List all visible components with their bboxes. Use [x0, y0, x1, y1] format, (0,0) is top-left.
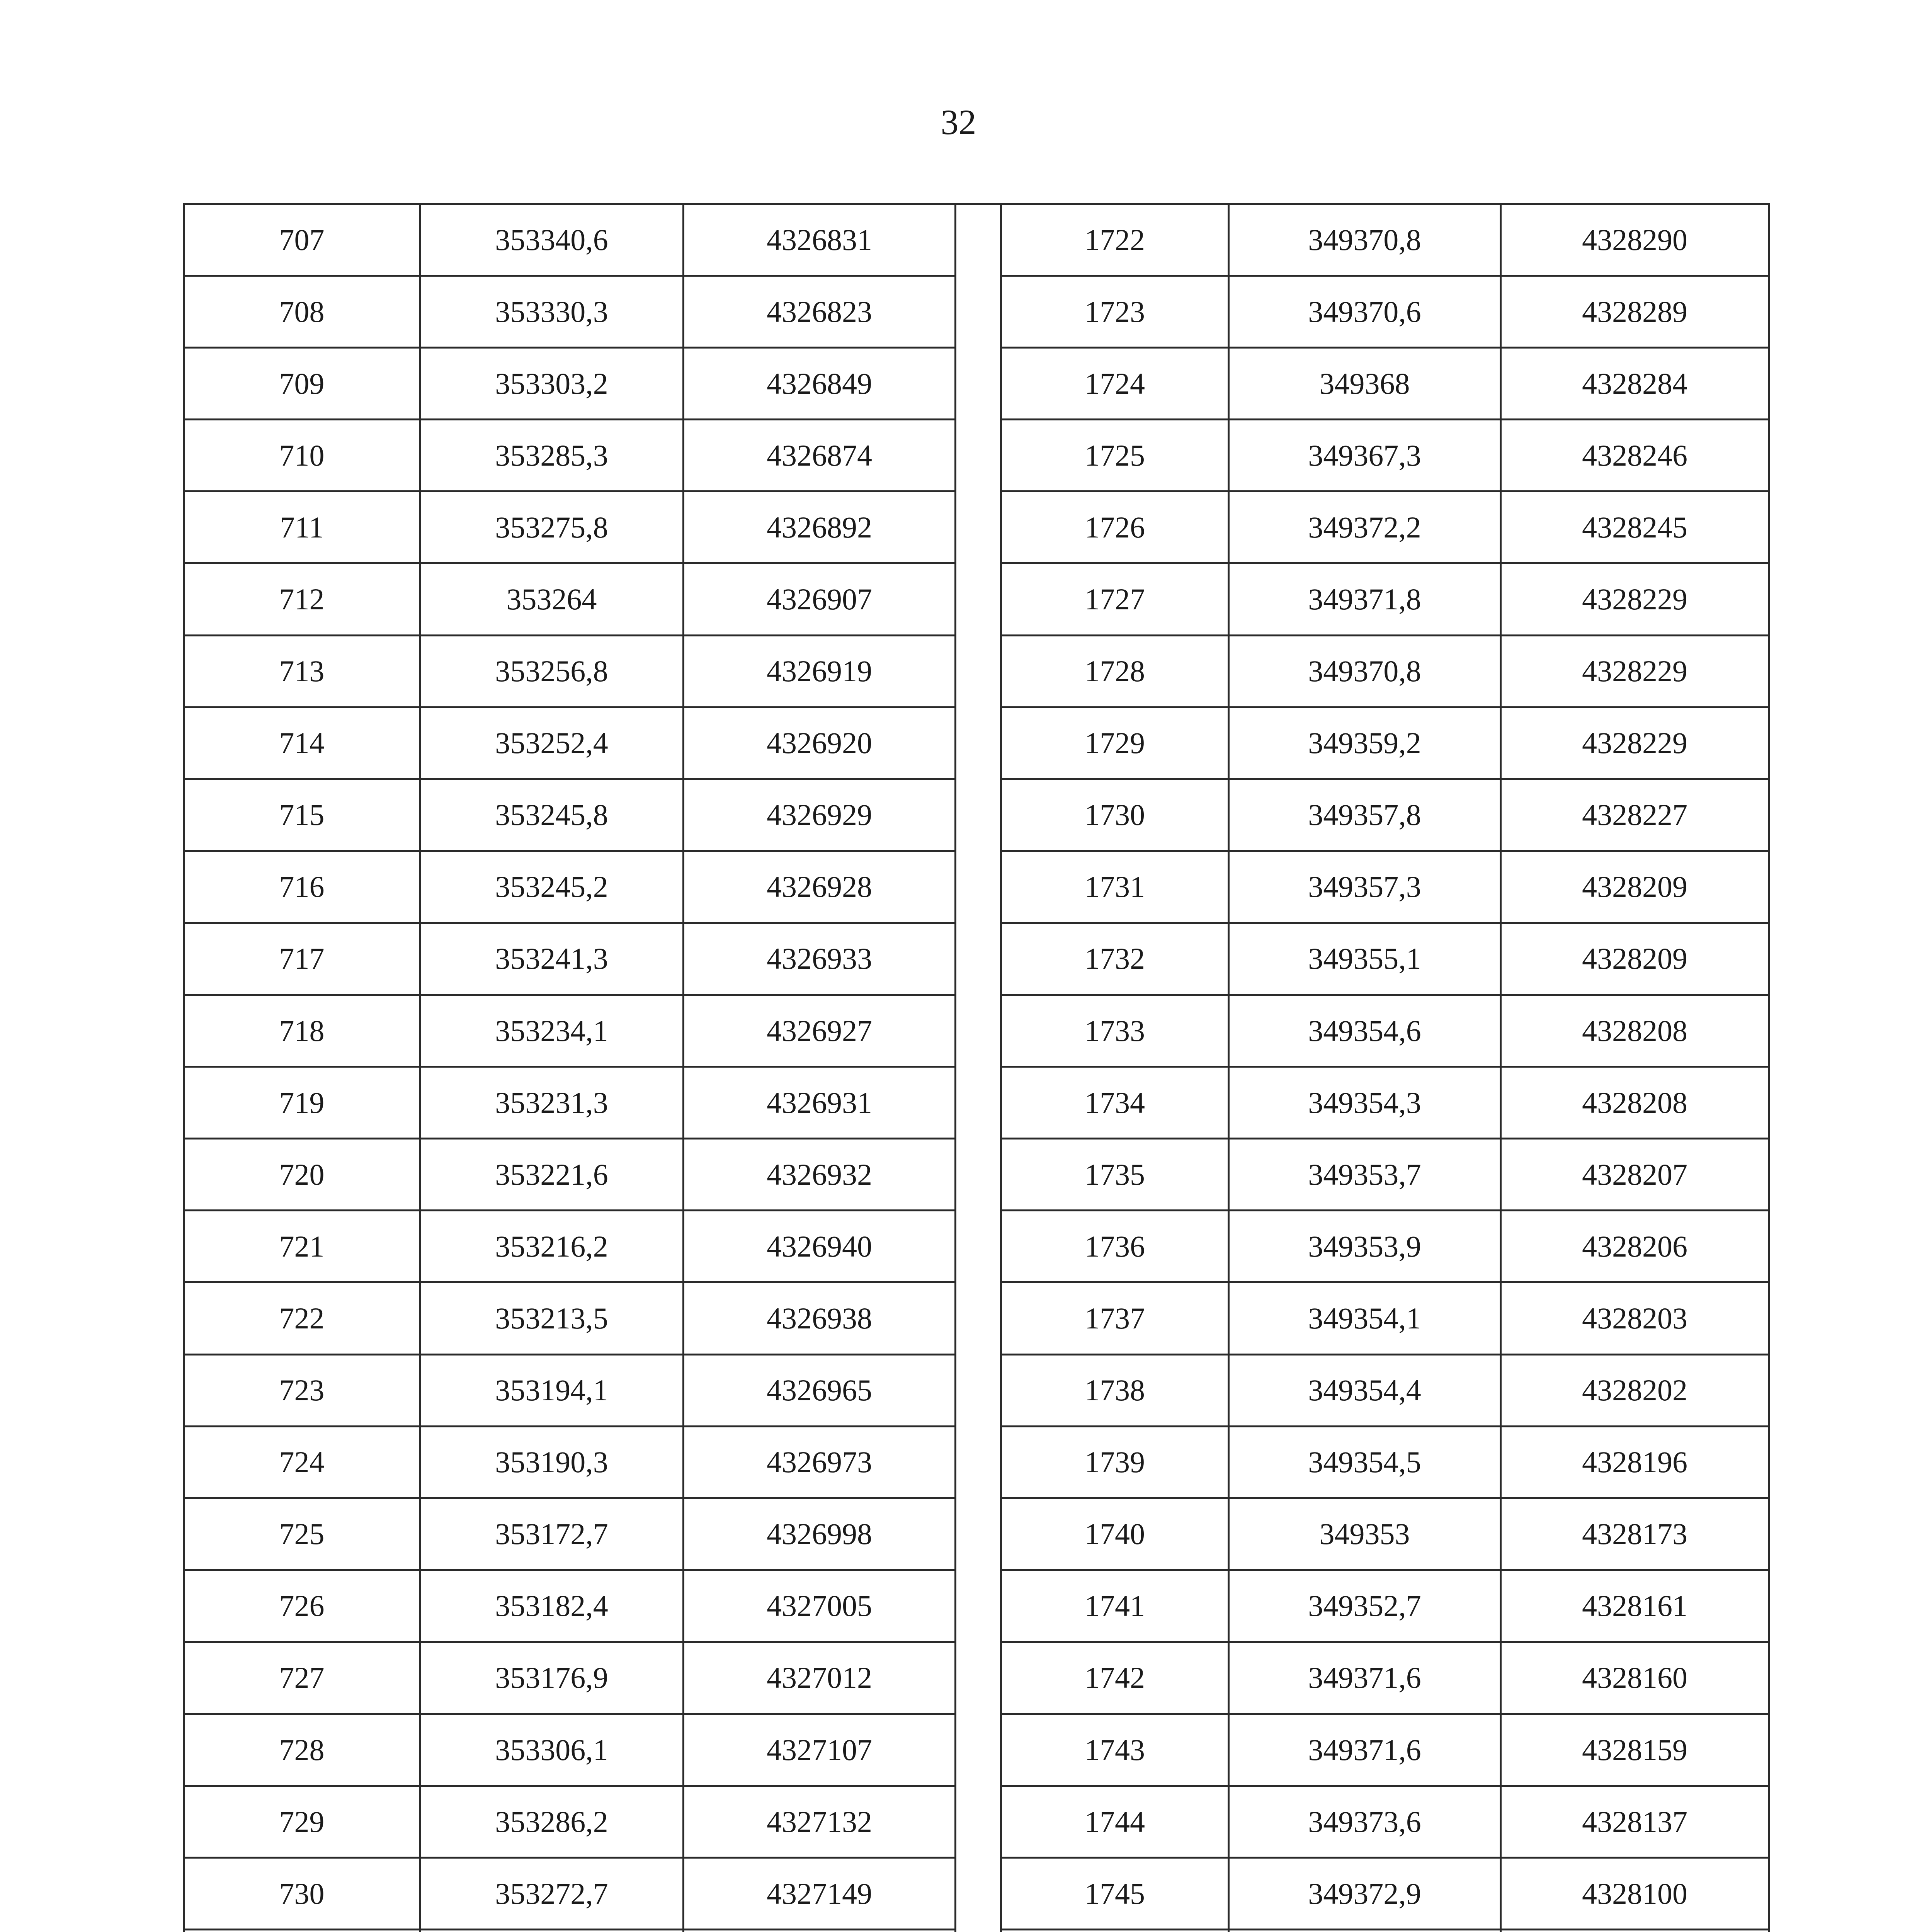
- right-x-coordinate-cell: 349368: [1229, 348, 1501, 420]
- coordinates-table-body: [184, 204, 1769, 1932]
- right-point-number-cell: 1742: [1001, 1642, 1229, 1714]
- left-x-coordinate-cell: 353245,2: [420, 851, 684, 923]
- left-point-number-cell: 709: [184, 348, 420, 420]
- right-x-coordinate-cell: 349357,8: [1229, 779, 1501, 851]
- column-gap: [956, 348, 1001, 420]
- table-row: [184, 204, 1769, 276]
- column-gap: [956, 563, 1001, 635]
- table-row: [184, 1211, 1769, 1282]
- right-x-coordinate-cell: 349372,2: [1229, 492, 1501, 563]
- right-x-coordinate-cell: 349370,6: [1229, 276, 1501, 348]
- left-point-number-cell: 716: [184, 851, 420, 923]
- right-y-coordinate-cell: 4328160: [1501, 1642, 1769, 1714]
- left-y-coordinate-cell: 4327149: [684, 1858, 956, 1930]
- right-x-coordinate-cell: 349359,2: [1229, 707, 1501, 779]
- table-row: [184, 1930, 1769, 1932]
- right-y-coordinate-cell: 4328229: [1501, 707, 1769, 779]
- right-y-coordinate-cell: 4328137: [1501, 1786, 1769, 1858]
- column-gap: [956, 995, 1001, 1067]
- right-y-coordinate-cell: [1501, 1930, 1769, 1932]
- table-row: [184, 851, 1769, 923]
- left-y-coordinate-cell: 4326823: [684, 276, 956, 348]
- left-point-number-cell: 717: [184, 923, 420, 995]
- right-x-coordinate-cell: 349354,1: [1229, 1282, 1501, 1354]
- column-gap: [956, 492, 1001, 563]
- left-x-coordinate-cell: 353231,3: [420, 1067, 684, 1139]
- table-row: [184, 348, 1769, 420]
- table-row: [184, 1139, 1769, 1211]
- table-row: [184, 276, 1769, 348]
- left-point-number-cell: 724: [184, 1426, 420, 1498]
- table-row: [184, 492, 1769, 563]
- right-point-number-cell: 1725: [1001, 420, 1229, 492]
- right-y-coordinate-cell: 4328161: [1501, 1570, 1769, 1642]
- right-point-number-cell: 1735: [1001, 1139, 1229, 1211]
- left-point-number-cell: 728: [184, 1714, 420, 1786]
- left-x-coordinate-cell: 353272,7: [420, 1858, 684, 1930]
- left-y-coordinate-cell: 4326919: [684, 635, 956, 707]
- right-x-coordinate-cell: 349371,6: [1229, 1642, 1501, 1714]
- column-gap: [956, 635, 1001, 707]
- left-x-coordinate-cell: 353286,2: [420, 1786, 684, 1858]
- right-x-coordinate-cell: 349370,8: [1229, 635, 1501, 707]
- left-x-coordinate-cell: 353213,5: [420, 1282, 684, 1354]
- right-y-coordinate-cell: 4328206: [1501, 1211, 1769, 1282]
- left-point-number-cell: 727: [184, 1642, 420, 1714]
- page-number: 32: [941, 102, 976, 142]
- right-x-coordinate-cell: 349353,7: [1229, 1139, 1501, 1211]
- left-point-number-cell: 723: [184, 1354, 420, 1426]
- left-x-coordinate-cell: 353216,2: [420, 1211, 684, 1282]
- left-y-coordinate-cell: [684, 1930, 956, 1932]
- right-x-coordinate-cell: 349354,3: [1229, 1067, 1501, 1139]
- right-point-number-cell: 1732: [1001, 923, 1229, 995]
- left-x-coordinate-cell: 353241,3: [420, 923, 684, 995]
- right-x-coordinate-cell: 349367,3: [1229, 420, 1501, 492]
- right-y-coordinate-cell: 4328208: [1501, 1067, 1769, 1139]
- right-point-number-cell: 1743: [1001, 1714, 1229, 1786]
- column-gap: [956, 1786, 1001, 1858]
- left-y-coordinate-cell: 4326940: [684, 1211, 956, 1282]
- column-gap: [956, 1282, 1001, 1354]
- left-y-coordinate-cell: 4326938: [684, 1282, 956, 1354]
- table-row: [184, 707, 1769, 779]
- left-point-number-cell: 715: [184, 779, 420, 851]
- column-gap: [956, 1570, 1001, 1642]
- left-point-number-cell: 711: [184, 492, 420, 563]
- right-point-number-cell: 1733: [1001, 995, 1229, 1067]
- left-point-number-cell: 730: [184, 1858, 420, 1930]
- right-y-coordinate-cell: 4328284: [1501, 348, 1769, 420]
- left-y-coordinate-cell: 4326931: [684, 1067, 956, 1139]
- left-point-number-cell: 720: [184, 1139, 420, 1211]
- left-point-number-cell: 707: [184, 204, 420, 276]
- column-gap: [956, 1714, 1001, 1786]
- right-x-coordinate-cell: 349354,4: [1229, 1354, 1501, 1426]
- left-point-number-cell: 708: [184, 276, 420, 348]
- right-y-coordinate-cell: 4328159: [1501, 1714, 1769, 1786]
- right-x-coordinate-cell: 349371,8: [1229, 563, 1501, 635]
- right-point-number-cell: 1722: [1001, 204, 1229, 276]
- column-gap: [956, 1067, 1001, 1139]
- right-point-number-cell: 1731: [1001, 851, 1229, 923]
- left-x-coordinate-cell: 353245,8: [420, 779, 684, 851]
- left-y-coordinate-cell: 4326892: [684, 492, 956, 563]
- table-row: [184, 1354, 1769, 1426]
- column-gap: [956, 420, 1001, 492]
- table-row: [184, 1642, 1769, 1714]
- right-x-coordinate-cell: 349372,9: [1229, 1858, 1501, 1930]
- column-gap: [956, 1354, 1001, 1426]
- left-x-coordinate-cell: 353256,8: [420, 635, 684, 707]
- column-gap: [956, 1498, 1001, 1570]
- left-point-number-cell: 726: [184, 1570, 420, 1642]
- right-point-number-cell: 1727: [1001, 563, 1229, 635]
- left-point-number-cell: 713: [184, 635, 420, 707]
- left-point-number-cell: 712: [184, 563, 420, 635]
- left-x-coordinate-cell: 353285,3: [420, 420, 684, 492]
- right-x-coordinate-cell: 349352,7: [1229, 1570, 1501, 1642]
- right-point-number-cell: 1734: [1001, 1067, 1229, 1139]
- right-point-number-cell: 1728: [1001, 635, 1229, 707]
- left-point-number-cell: 729: [184, 1786, 420, 1858]
- table-row: [184, 635, 1769, 707]
- right-x-coordinate-cell: 349354,6: [1229, 995, 1501, 1067]
- left-x-coordinate-cell: [420, 1930, 684, 1932]
- right-point-number-cell: 1745: [1001, 1858, 1229, 1930]
- table-row: [184, 420, 1769, 492]
- right-y-coordinate-cell: 4328202: [1501, 1354, 1769, 1426]
- column-gap: [956, 1211, 1001, 1282]
- left-y-coordinate-cell: 4326973: [684, 1426, 956, 1498]
- right-y-coordinate-cell: 4328289: [1501, 276, 1769, 348]
- left-x-coordinate-cell: 353330,3: [420, 276, 684, 348]
- table-row: [184, 1426, 1769, 1498]
- table-row: [184, 1714, 1769, 1786]
- left-y-coordinate-cell: 4327012: [684, 1642, 956, 1714]
- right-point-number-cell: 1738: [1001, 1354, 1229, 1426]
- right-point-number-cell: 1741: [1001, 1570, 1229, 1642]
- right-point-number-cell: 1726: [1001, 492, 1229, 563]
- column-gap: [956, 707, 1001, 779]
- left-point-number-cell: 714: [184, 707, 420, 779]
- right-x-coordinate-cell: 349353: [1229, 1498, 1501, 1570]
- column-gap: [956, 204, 1001, 276]
- right-y-coordinate-cell: 4328246: [1501, 420, 1769, 492]
- right-y-coordinate-cell: 4328196: [1501, 1426, 1769, 1498]
- left-point-number-cell: 719: [184, 1067, 420, 1139]
- right-point-number-cell: 1744: [1001, 1786, 1229, 1858]
- left-x-coordinate-cell: 353275,8: [420, 492, 684, 563]
- left-x-coordinate-cell: 353306,1: [420, 1714, 684, 1786]
- column-gap: [956, 276, 1001, 348]
- left-x-coordinate-cell: 353182,4: [420, 1570, 684, 1642]
- column-gap: [956, 1426, 1001, 1498]
- column-gap: [956, 923, 1001, 995]
- right-x-coordinate-cell: 349373,6: [1229, 1786, 1501, 1858]
- right-x-coordinate-cell: 349355,1: [1229, 923, 1501, 995]
- left-y-coordinate-cell: 4326849: [684, 348, 956, 420]
- right-y-coordinate-cell: 4328290: [1501, 204, 1769, 276]
- table-row: [184, 1858, 1769, 1930]
- right-x-coordinate-cell: 349353,9: [1229, 1211, 1501, 1282]
- right-point-number-cell: 1736: [1001, 1211, 1229, 1282]
- left-point-number-cell: 721: [184, 1211, 420, 1282]
- right-point-number-cell: 1730: [1001, 779, 1229, 851]
- column-gap: [956, 1642, 1001, 1714]
- left-x-coordinate-cell: 353190,3: [420, 1426, 684, 1498]
- table-row: [184, 1786, 1769, 1858]
- right-y-coordinate-cell: 4328209: [1501, 923, 1769, 995]
- right-x-coordinate-cell: 349354,5: [1229, 1426, 1501, 1498]
- coordinates-table: [183, 203, 1770, 1932]
- left-y-coordinate-cell: 4326965: [684, 1354, 956, 1426]
- left-y-coordinate-cell: 4326933: [684, 923, 956, 995]
- right-point-number-cell: 1723: [1001, 276, 1229, 348]
- column-gap: [956, 851, 1001, 923]
- right-y-coordinate-cell: 4328227: [1501, 779, 1769, 851]
- right-y-coordinate-cell: 4328245: [1501, 492, 1769, 563]
- table-row: [184, 995, 1769, 1067]
- right-y-coordinate-cell: 4328209: [1501, 851, 1769, 923]
- left-x-coordinate-cell: 353221,6: [420, 1139, 684, 1211]
- column-gap: [956, 1139, 1001, 1211]
- table-row: [184, 779, 1769, 851]
- left-y-coordinate-cell: 4327132: [684, 1786, 956, 1858]
- table-row: [184, 923, 1769, 995]
- left-point-number-cell: 718: [184, 995, 420, 1067]
- table-row: [184, 1498, 1769, 1570]
- left-x-coordinate-cell: 353303,2: [420, 348, 684, 420]
- right-y-coordinate-cell: 4328100: [1501, 1858, 1769, 1930]
- right-y-coordinate-cell: 4328207: [1501, 1139, 1769, 1211]
- left-x-coordinate-cell: 353234,1: [420, 995, 684, 1067]
- right-point-number-cell: 1740: [1001, 1498, 1229, 1570]
- left-x-coordinate-cell: 353340,6: [420, 204, 684, 276]
- right-x-coordinate-cell: 349370,8: [1229, 204, 1501, 276]
- left-x-coordinate-cell: 353194,1: [420, 1354, 684, 1426]
- left-y-coordinate-cell: 4326998: [684, 1498, 956, 1570]
- left-x-coordinate-cell: 353172,7: [420, 1498, 684, 1570]
- left-point-number-cell: [184, 1930, 420, 1932]
- table-row: [184, 1570, 1769, 1642]
- left-y-coordinate-cell: 4326928: [684, 851, 956, 923]
- left-x-coordinate-cell: 353264: [420, 563, 684, 635]
- column-gap: [956, 779, 1001, 851]
- left-point-number-cell: 710: [184, 420, 420, 492]
- right-y-coordinate-cell: 4328173: [1501, 1498, 1769, 1570]
- left-y-coordinate-cell: 4326874: [684, 420, 956, 492]
- left-y-coordinate-cell: 4326932: [684, 1139, 956, 1211]
- right-point-number-cell: 1737: [1001, 1282, 1229, 1354]
- right-x-coordinate-cell: 349371,6: [1229, 1714, 1501, 1786]
- right-x-coordinate-cell: [1229, 1930, 1501, 1932]
- left-y-coordinate-cell: 4326929: [684, 779, 956, 851]
- table-row: [184, 563, 1769, 635]
- right-y-coordinate-cell: 4328229: [1501, 563, 1769, 635]
- left-y-coordinate-cell: 4326927: [684, 995, 956, 1067]
- right-x-coordinate-cell: 349357,3: [1229, 851, 1501, 923]
- left-y-coordinate-cell: 4327107: [684, 1714, 956, 1786]
- left-point-number-cell: 722: [184, 1282, 420, 1354]
- right-point-number-cell: 1739: [1001, 1426, 1229, 1498]
- right-point-number-cell: 1724: [1001, 348, 1229, 420]
- left-y-coordinate-cell: 4326907: [684, 563, 956, 635]
- left-x-coordinate-cell: 353252,4: [420, 707, 684, 779]
- right-y-coordinate-cell: 4328208: [1501, 995, 1769, 1067]
- table-row: [184, 1282, 1769, 1354]
- right-point-number-cell: [1001, 1930, 1229, 1932]
- left-y-coordinate-cell: 4326831: [684, 204, 956, 276]
- column-gap: [956, 1930, 1001, 1932]
- table-row: [184, 1067, 1769, 1139]
- column-gap: [956, 1858, 1001, 1930]
- left-y-coordinate-cell: 4326920: [684, 707, 956, 779]
- left-x-coordinate-cell: 353176,9: [420, 1642, 684, 1714]
- right-y-coordinate-cell: 4328229: [1501, 635, 1769, 707]
- right-point-number-cell: 1729: [1001, 707, 1229, 779]
- right-y-coordinate-cell: 4328203: [1501, 1282, 1769, 1354]
- left-y-coordinate-cell: 4327005: [684, 1570, 956, 1642]
- left-point-number-cell: 725: [184, 1498, 420, 1570]
